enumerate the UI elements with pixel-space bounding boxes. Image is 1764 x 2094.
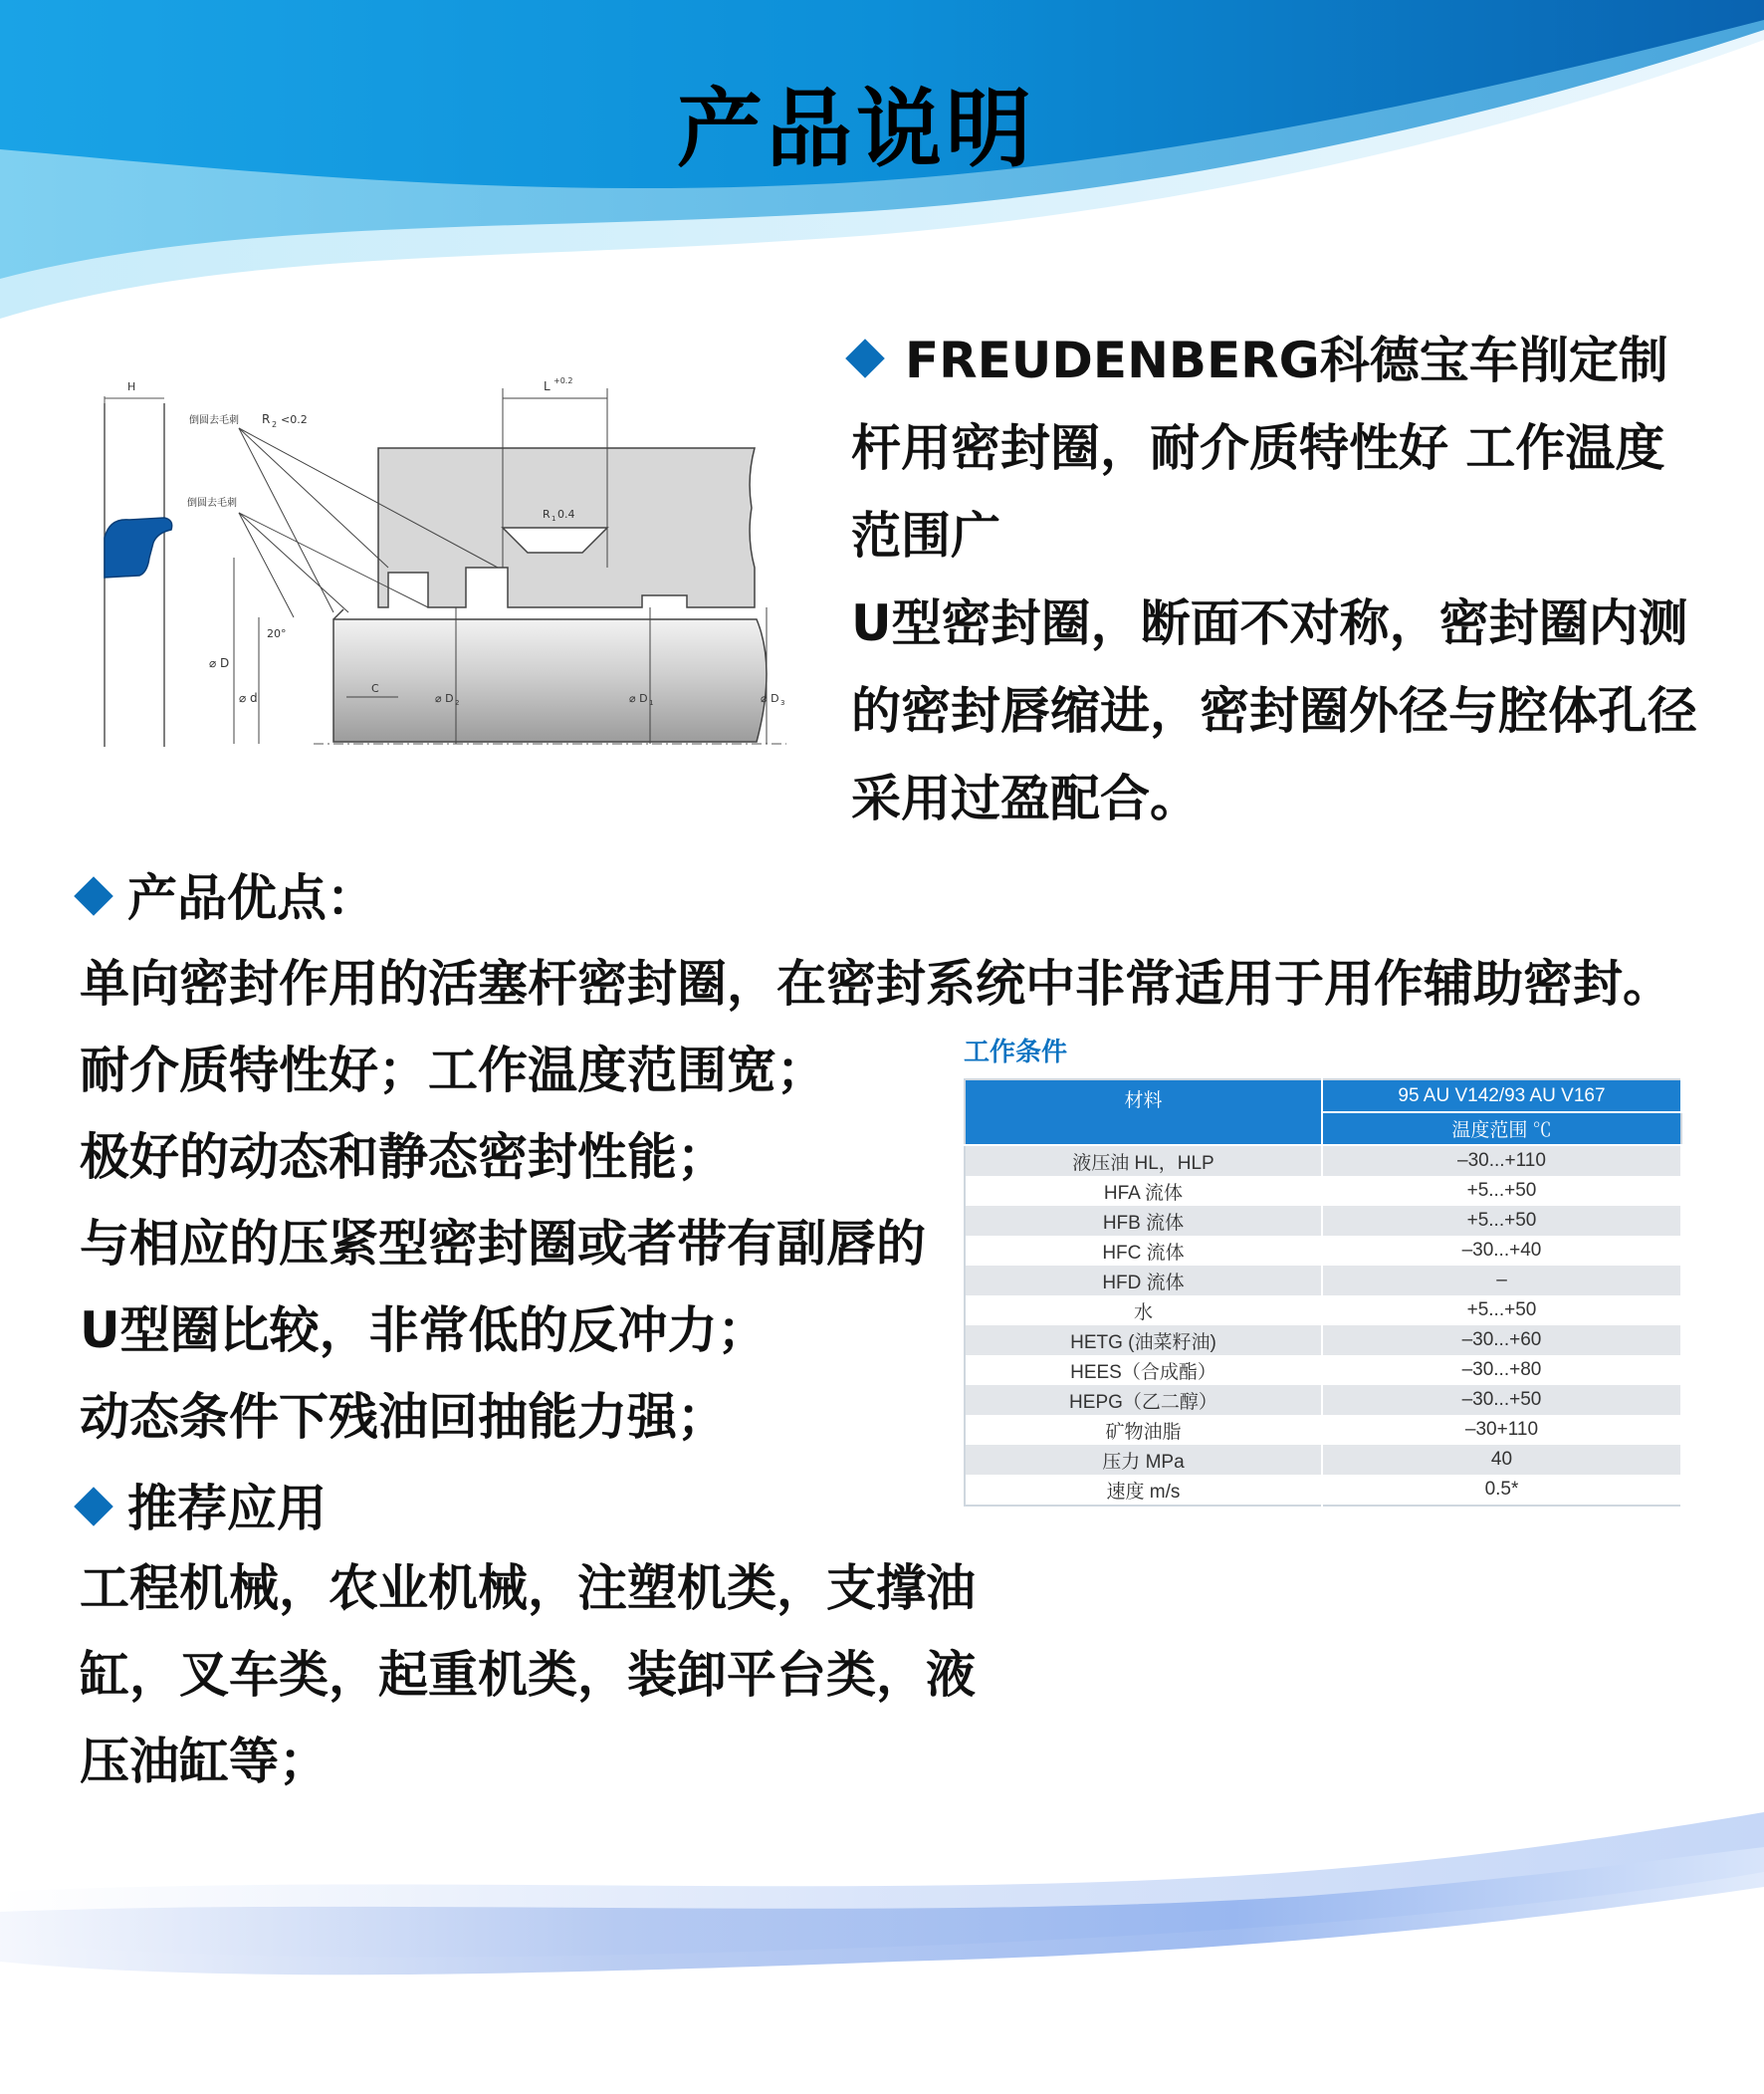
advantage-line: 极好的动态和静态密封性能； — [80, 1128, 727, 1186]
label-d-small: ⌀ d — [239, 691, 258, 705]
label-d3: ⌀ D — [761, 692, 779, 705]
cell-name: HFB 流体 — [965, 1206, 1322, 1236]
table-row — [965, 1236, 1681, 1266]
cell-value: –30...+40 — [1322, 1236, 1681, 1266]
intro-line-5: 的密封唇缩进，密封圈外径与腔体孔径 — [851, 682, 1697, 740]
table-row — [965, 1295, 1681, 1325]
table-row — [965, 1176, 1681, 1206]
label-r1-value: 0.4 — [557, 508, 575, 521]
table-row — [965, 1445, 1681, 1475]
diamond-bullet-icon — [74, 1487, 113, 1526]
label-r2: R — [262, 412, 271, 426]
seal-cross-section-diagram — [90, 368, 796, 767]
advantage-line: 单向密封作用的活塞杆密封圈，在密封系统中非常适用于用作辅助密封。 — [80, 955, 1672, 1013]
label-chamfer-1: 倒圆去毛刺 — [189, 415, 239, 426]
table-row — [965, 1145, 1681, 1176]
label-d2-sub: 2 — [455, 699, 460, 707]
label-d1: ⌀ D — [629, 692, 648, 705]
cell-value: –30+110 — [1322, 1415, 1681, 1445]
cell-value: –30...+80 — [1322, 1355, 1681, 1385]
cell-name: 水 — [965, 1295, 1322, 1325]
advantages-heading — [80, 858, 376, 930]
page-title: 产品说明 — [677, 80, 1035, 179]
diamond-bullet-icon — [74, 876, 113, 916]
intro-line-1-text: FREUDENBERG科德宝车削定制 — [905, 332, 1668, 389]
header-material: 材料 — [965, 1079, 1322, 1145]
label-od: ⌀ D — [209, 656, 230, 670]
advantage-line: U型圈比较，非常低的反冲力； — [80, 1301, 768, 1359]
advantage-line: 耐介质特性好；工作温度范围宽； — [80, 1042, 826, 1099]
table-row — [965, 1415, 1681, 1445]
intro-line-2: 杆用密封圈，耐介质特性好 工作温度 — [851, 419, 1665, 477]
table-row — [965, 1266, 1681, 1295]
cell-value: – — [1322, 1266, 1681, 1295]
advantages-heading-text: 产品优点： — [127, 869, 376, 927]
cell-name: HEPG（乙二醇） — [965, 1385, 1322, 1415]
cell-value: –30...+60 — [1322, 1325, 1681, 1355]
cell-name: HFD 流体 — [965, 1266, 1322, 1295]
header-grade: 95 AU V142/93 AU V167 — [1322, 1079, 1681, 1112]
cell-value: 0.5* — [1322, 1475, 1681, 1506]
cell-value: –30...+110 — [1322, 1145, 1681, 1176]
cell-name: 压力 MPa — [965, 1445, 1322, 1475]
cell-name: HEES（合成酯） — [965, 1355, 1322, 1385]
header-temp: 温度范围 ℃ — [1322, 1112, 1681, 1145]
intro-line-3: 范围广 — [851, 507, 1000, 565]
label-d1-sub: 1 — [649, 699, 654, 707]
cell-value: 40 — [1322, 1445, 1681, 1475]
cell-name: 矿物油脂 — [965, 1415, 1322, 1445]
applications-heading-text: 推荐应用 — [127, 1480, 327, 1537]
application-line: 缸，叉车类，起重机类，装卸平台类，液 — [80, 1646, 976, 1704]
label-r1-sub: 1 — [551, 515, 556, 523]
cell-name: 速度 m/s — [965, 1475, 1322, 1506]
label-chamfer-2: 倒圆去毛刺 — [187, 498, 237, 509]
application-line: 压油缸等； — [80, 1733, 329, 1790]
table-row — [965, 1206, 1681, 1236]
cell-name: 液压油 HL，HLP — [965, 1145, 1322, 1176]
footer-wave-decoration — [0, 1812, 1764, 2094]
cell-value: +5...+50 — [1322, 1206, 1681, 1236]
cell-value: –30...+50 — [1322, 1385, 1681, 1415]
label-r1: R — [543, 508, 551, 521]
label-l: L — [544, 379, 551, 393]
label-d3-sub: 3 — [780, 699, 785, 707]
table-row — [965, 1355, 1681, 1385]
table-row — [965, 1475, 1681, 1506]
intro-line-6: 采用过盈配合。 — [851, 770, 1200, 827]
label-angle: 20° — [267, 627, 287, 640]
applications-heading — [80, 1469, 327, 1540]
table-row — [965, 1325, 1681, 1355]
conditions-title: 工作条件 — [964, 1038, 1068, 1067]
label-r2-value: <0.2 — [281, 413, 308, 426]
diamond-bullet-icon — [845, 339, 885, 378]
cell-value: +5...+50 — [1322, 1295, 1681, 1325]
table-row — [965, 1385, 1681, 1415]
conditions-table — [964, 1078, 1682, 1507]
label-d2: ⌀ D — [435, 692, 454, 705]
application-line: 工程机械，农业机械，注塑机类，支撑油 — [80, 1559, 976, 1617]
cell-value: +5...+50 — [1322, 1176, 1681, 1206]
label-h: H — [127, 380, 136, 393]
advantage-line: 动态条件下残油回抽能力强； — [80, 1388, 727, 1446]
cell-name: HFC 流体 — [965, 1236, 1322, 1266]
product-intro — [851, 317, 1727, 842]
intro-line-1 — [851, 317, 1727, 404]
intro-line-4: U型密封圈，断面不对称，密封圈内测 — [851, 594, 1688, 652]
cell-name: HETG (油菜籽油) — [965, 1325, 1322, 1355]
table-header-row — [965, 1079, 1681, 1112]
cell-name: HFA 流体 — [965, 1176, 1322, 1206]
advantage-line: 与相应的压紧型密封圈或者带有副唇的 — [80, 1215, 926, 1273]
label-l-tolerance: +0.2 — [553, 376, 573, 385]
label-r2-sub: 2 — [272, 420, 278, 429]
label-c: C — [371, 682, 379, 695]
applications-list — [80, 1545, 995, 1805]
